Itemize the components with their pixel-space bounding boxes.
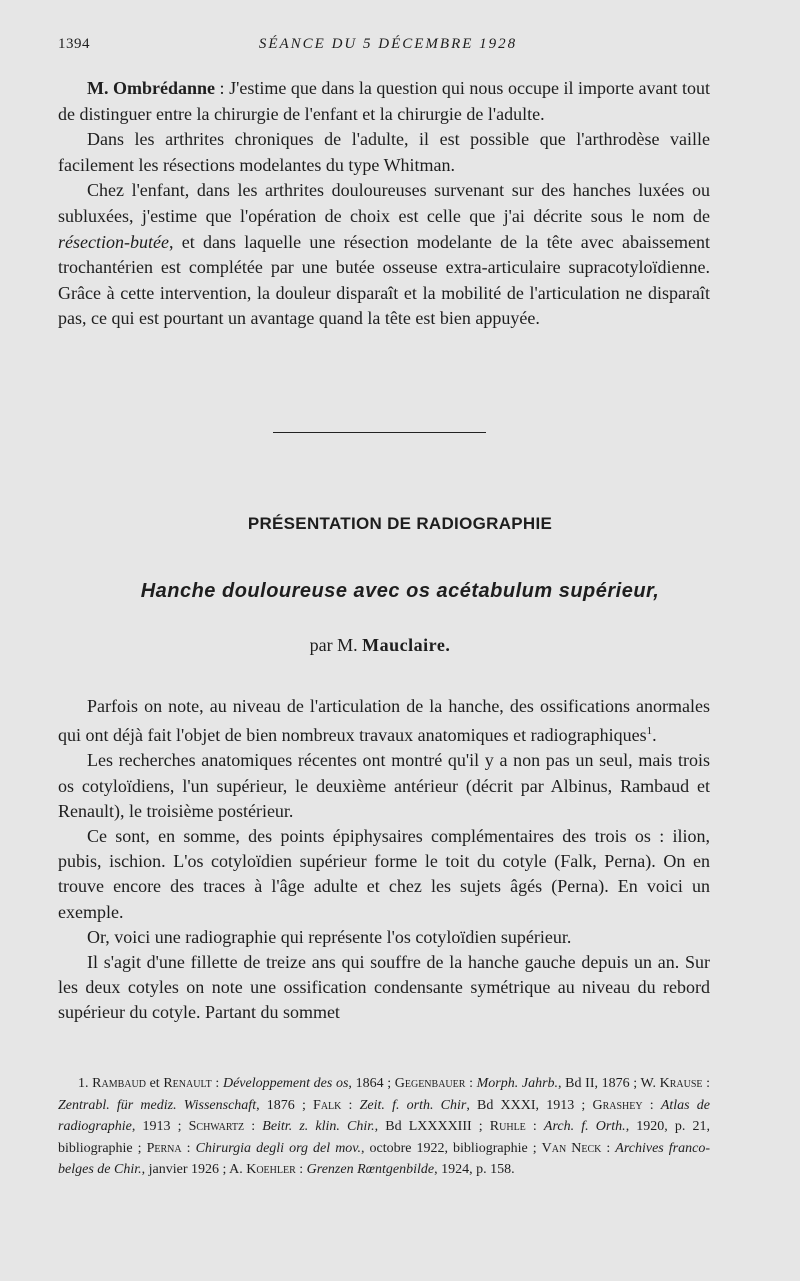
footnote-text: : — [601, 1140, 616, 1156]
paragraph-text: Chez l'enfant, dans les arthrites douloureuses survenant sur des hanches luxées ou subluxées, j'estime que l'opération de choix est celle que j'ai décrite sous le nom de — [58, 180, 710, 226]
footnote-author: Grashey — [592, 1097, 643, 1113]
footnote-author: Perna — [146, 1140, 182, 1156]
footnote-text: , octobre 1922, bibliographie ; — [360, 1140, 542, 1156]
footnote-text: , 1924, p. 158. — [434, 1162, 515, 1177]
footnote-author: Renault — [163, 1076, 212, 1091]
footnote-work: Beitr. z. klin. Chir. — [262, 1119, 375, 1134]
paragraph-text: : J'estime que dans la question qui nous occupe il importe avant tout de distinguer entre la chirurgie de l'enfant et la chirurgie de l'adulte. — [58, 78, 710, 124]
author-name: Mauclaire. — [362, 635, 451, 655]
footnote-number: 1. — [78, 1076, 93, 1091]
paragraph-text: . — [652, 725, 657, 746]
footnote-work: Zentrabl. für mediz. Wissenschaft — [58, 1097, 257, 1113]
footnote-work: Arch. f. Orth. — [543, 1119, 626, 1134]
footnote-author: Falk — [313, 1097, 342, 1113]
footnote — [58, 1073, 710, 1181]
paragraph: Il s'agit d'une fillette de treize ans qui souffre de la hanche gauche depuis un an. Sur les deux cotyles on note une ossification condensante symétrique au niveau du rebord supérieur du cotyle. Partant du sommet — [58, 952, 710, 1023]
footnote-author: Koehler — [246, 1162, 296, 1177]
footnote-author: Rambaud — [92, 1076, 146, 1091]
running-title: SÉANCE DU 5 DÉCEMBRE 1928 — [258, 36, 518, 52]
footnote-text: : — [211, 1076, 223, 1091]
footnote-author: Gegenbauer — [394, 1076, 466, 1091]
running-head — [58, 36, 718, 58]
discussion-text — [58, 76, 710, 332]
footnote-text: : — [295, 1162, 307, 1177]
footnote-text: , 1913 ; — [131, 1119, 189, 1134]
footnote-ref[interactable]: 1 — [646, 725, 653, 738]
section-title: PRÉSENTATION DE RADIOGRAPHIE — [247, 514, 553, 533]
paragraph: Or, voici une radiographie qui représente l'os cotyloïdien supérieur. — [87, 926, 572, 947]
byline — [0, 635, 760, 656]
footnote-text: : — [642, 1097, 661, 1113]
speaker-name: M. Ombrédanne — [87, 78, 216, 98]
page-number: 1394 — [58, 36, 90, 52]
paragraph: Ce sont, en somme, des points épiphysaires complémentaires des trois os : ilion, pubis, ischion. L'os cotyloïdien supérieur forme le toit du cotyle (Falk, Perna). On en trouve encore des traces à l'âge adulte et chez les sujets âgés (Perna). En voici un exemple. — [58, 826, 710, 922]
footnote-text: , 1876 ; — [256, 1097, 314, 1113]
article-text — [58, 694, 710, 1026]
footnote-text: et — [145, 1076, 164, 1091]
footnote-work: Morph. Jahrb. — [476, 1076, 559, 1091]
footnote-text: : — [465, 1076, 477, 1091]
footnote-text: , Bd LXXXXIII ; — [374, 1119, 490, 1134]
footnote-work: Chirurgia degli org del mov. — [195, 1140, 361, 1156]
footnote-author: Krause — [659, 1076, 703, 1091]
footnote-work: Développement des os — [222, 1076, 349, 1091]
footnote-work: Atlas de radiographie — [58, 1097, 710, 1134]
footnote-text: , janvier 1926 ; A. — [141, 1162, 247, 1177]
footnote-text: , 1920, p. 21, bibliographie ; — [58, 1119, 711, 1156]
paragraph — [58, 76, 710, 127]
footnote-text: , 1864 ; — [348, 1076, 395, 1091]
footnote-author: Schwartz — [188, 1119, 245, 1134]
footnote-text: : — [244, 1119, 263, 1134]
section-divider — [273, 432, 486, 433]
procedure-name: résection-butée — [58, 231, 169, 252]
footnote-work: Zeit. f. orth. Chir — [359, 1097, 467, 1113]
article-title: Hanche douloureuse avec os acétabulum supérieur, — [140, 580, 660, 602]
byline-prefix: par M. — [309, 635, 363, 655]
paragraph-text: , et dans laquelle une résection modelante de la tête avec abaissement trochantérien est complétée par une butée osseuse extra-articulaire supracotyloïdienne. Grâce à cette intervention, la douleur disparaît et la mobilité de l'articulation ne disparaît pas, ce qui est pourtant un avantage quand la tête est bien appuyée. — [58, 231, 710, 329]
footnote-text: : — [525, 1119, 544, 1134]
footnote-text: , Bd XXXI, 1913 ; — [466, 1097, 593, 1113]
footnote-work: Grenzen Rœntgenbilde — [306, 1162, 435, 1177]
footnote-author: Van Neck — [541, 1140, 602, 1156]
footnote-text: , Bd II, 1876 ; W. — [558, 1076, 660, 1091]
paragraph: Dans les arthrites chroniques de l'adulte, il est possible que l'arthrodèse vaille facilement les résections modelantes du type Whitman. — [58, 129, 710, 175]
footnote-text: : — [702, 1076, 711, 1091]
footnotes — [58, 1073, 710, 1181]
footnote-author: Ruhle — [489, 1119, 526, 1134]
footnote-text: : — [341, 1097, 360, 1113]
footnote-work: Archives franco-belges de Chir. — [58, 1140, 710, 1177]
paragraph: Les recherches anatomiques récentes ont montré qu'il y a non pas un seul, mais trois os cotyloïdiens, l'un supérieur, le deuxième antérieur (décrit par Albinus, Rambaud et Renault), le troisième postérieur. — [58, 750, 710, 821]
footnote-text: : — [181, 1140, 196, 1156]
paragraph — [58, 178, 710, 332]
paragraph-text: Parfois on note, au niveau de l'articulation de la hanche, des ossifications anormales qui ont déjà fait l'objet de bien nombreux travaux anatomiques et radiographiques — [58, 696, 710, 746]
paragraph — [58, 694, 710, 748]
